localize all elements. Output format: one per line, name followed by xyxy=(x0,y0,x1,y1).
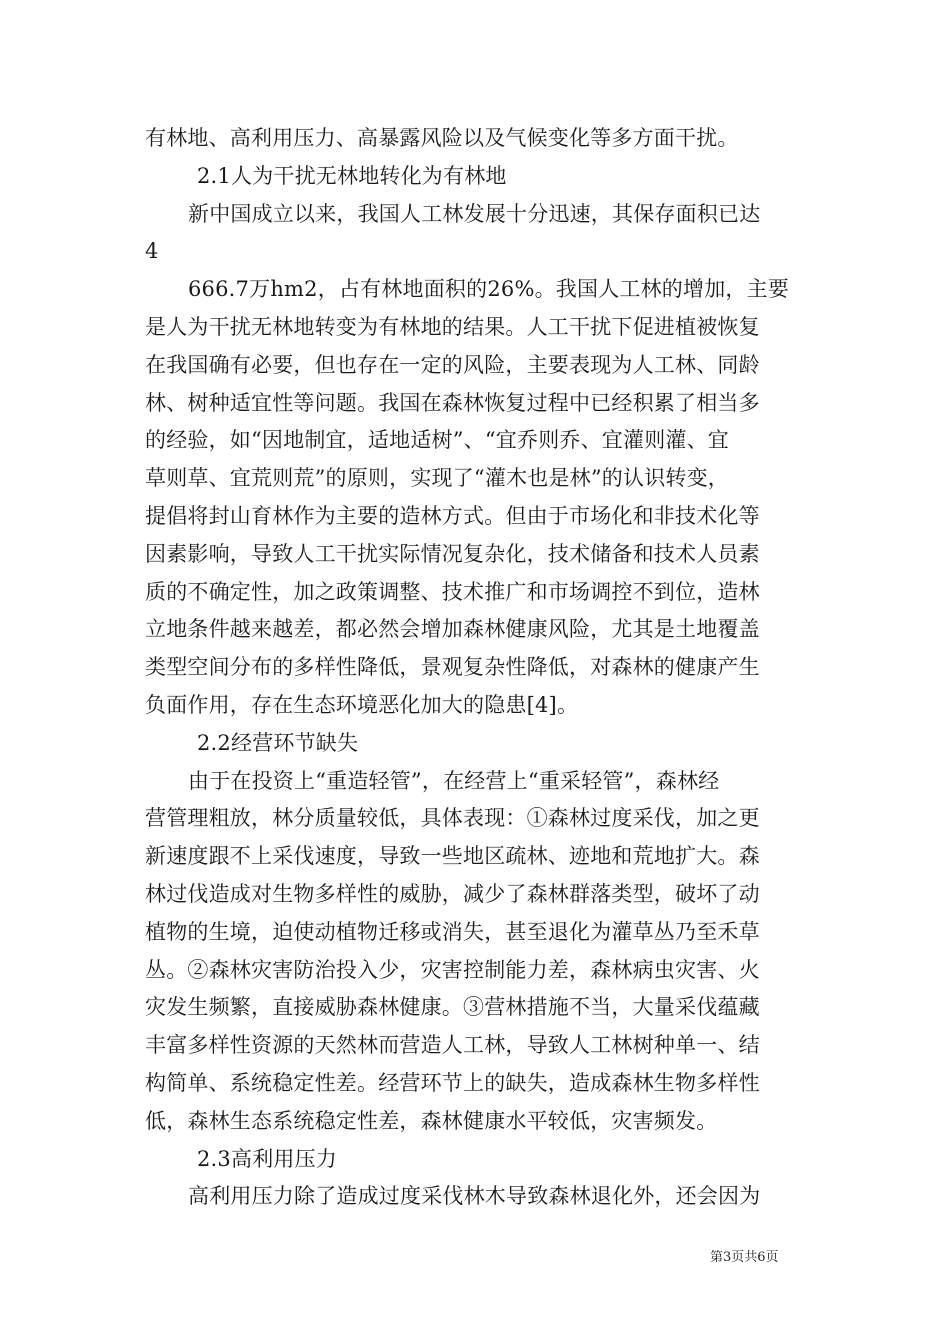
text-line: 类型空间分布的多样性降低，景观复杂性降低，对森林的健康产生 xyxy=(145,655,760,680)
text-line: 草则草、宜荒则荒”的原则，实现了“灌木也是林”的认识转变， xyxy=(145,466,730,491)
text-line: 林过伐造成对生物多样性的威胁，减少了森林群落类型，破坏了动 xyxy=(145,881,760,906)
text-line: 构简单、系统稳定性差。经营环节上的缺失，造成森林生物多样性 xyxy=(145,1070,760,1095)
text-line: 植物的生境，迫使动植物迁移或消失，甚至退化为灌草丛乃至禾草 xyxy=(145,919,760,944)
text-line: 丛。②森林灾害防治投入少，灾害控制能力差，森林病虫灾害、火 xyxy=(145,957,760,982)
paragraph-first-line: 由于在投资上“重造轻管”，在经营上“重采轻管”，森林经 xyxy=(188,768,720,793)
paragraph-first-line: 666.7万hm2，占有林地面积的26%。我国人工林的增加，主要 xyxy=(188,277,789,302)
text-line: 有林地、高利用压力、高暴露风险以及气候变化等多方面干扰。 xyxy=(145,126,739,150)
text-line: 质的不确定性，加之政策调整、技术推广和市场调控不到位，造林 xyxy=(145,579,760,604)
section-heading: 2.1人为干扰无林地转化为有林地 xyxy=(197,163,507,188)
document-body xyxy=(145,120,815,1216)
text-line: 在我国确有必要，但也存在一定的风险，主要表现为人工林、同龄 xyxy=(145,352,760,377)
text-line: 的经验，如“因地制宜，适地适树”、“宜乔则乔、宜灌则灌、宜 xyxy=(145,428,730,453)
text-line: 营管理粗放，林分质量较低，具体表现：①森林过度采伐，加之更 xyxy=(145,806,760,831)
paragraph-first-line: 高利用压力除了造成过度采伐林木导致森林退化外，还会因为 xyxy=(188,1184,761,1209)
text-line: 丰富多样性资源的天然林而营造人工林，导致人工林树种单一、结 xyxy=(145,1033,760,1058)
section-heading: 2.3高利用压力 xyxy=(197,1146,337,1171)
page-number-footer: 第3页共6页 xyxy=(710,1250,779,1265)
text-line: 立地条件越来越差，都必然会增加森林健康风险，尤其是土地覆盖 xyxy=(145,617,760,642)
text-line: 低，森林生态系统稳定性差，森林健康水平较低，灾害频发。 xyxy=(145,1108,718,1133)
section-heading: 2.2经营环节缺失 xyxy=(197,730,359,755)
text-line: 提倡将封山育林作为主要的造林方式。但由于市场化和非技术化等 xyxy=(145,503,760,528)
text-line: 负面作用，存在生态环境恶化加大的隐患[4]。 xyxy=(145,692,579,717)
text-line: 因素影响，导致人工干扰实际情况复杂化，技术储备和技术人员素 xyxy=(145,541,760,566)
text-line: 4 xyxy=(145,239,159,264)
text-line: 新速度跟不上采伐速度，导致一些地区疏林、迹地和荒地扩大。森 xyxy=(145,844,760,869)
text-line: 是人为干扰无林地转变为有林地的结果。人工干扰下促进植被恢复 xyxy=(145,314,760,339)
text-line: 灾发生频繁，直接威胁森林健康。③营林措施不当，大量采伐蕴藏 xyxy=(145,995,760,1020)
paragraph-first-line: 新中国成立以来，我国人工林发展十分迅速，其保存面积已达 xyxy=(188,201,761,226)
text-line: 林、树种适宜性等问题。我国在森林恢复过程中已经积累了相当多 xyxy=(145,390,760,415)
